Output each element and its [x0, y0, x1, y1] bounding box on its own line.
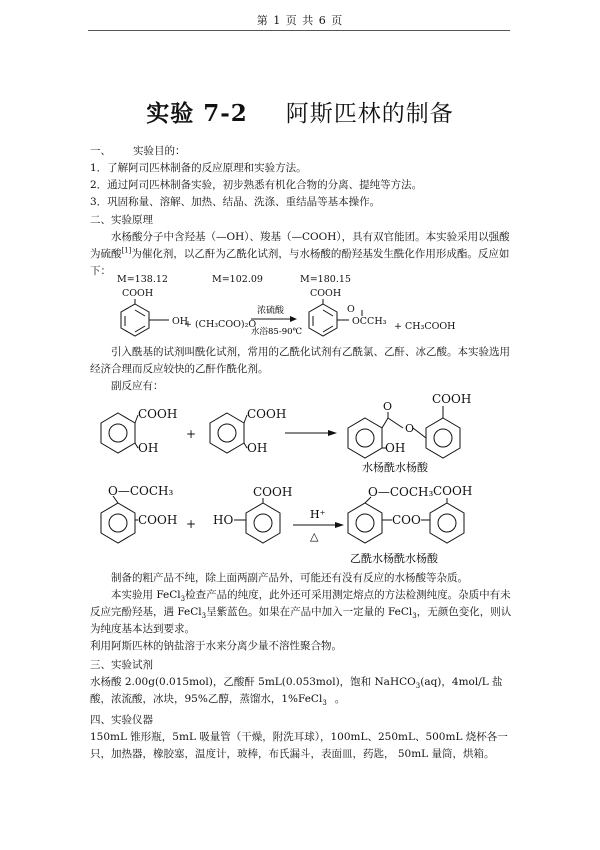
section-heading: 二、实验原理 — [90, 214, 153, 226]
subscript: 3 — [201, 612, 207, 621]
section-heading: 三、实验试剂 — [90, 659, 153, 671]
hydroxyl-label: OH — [385, 441, 406, 455]
purity-paragraphs — [90, 570, 512, 655]
text-run: ，无颜色变化，则认为纯度基本达到要求。 — [90, 606, 512, 635]
carboxyl-label: COOH — [433, 484, 473, 498]
text-run: 水杨酸 2.00g(0.015mol)，乙酸酐 5mL(0.053mol)，饱和 NaHCO — [90, 676, 416, 688]
side-reaction-2 — [85, 480, 515, 570]
carboxyl-label: COOH — [138, 513, 178, 527]
mass-label: M=102.09 — [212, 274, 263, 285]
acetic-acid-label: + CH₃COOH — [394, 321, 456, 332]
ester-group-label: OCCH₃ — [352, 316, 387, 327]
acylation-paragraph-block — [90, 344, 512, 395]
side-reaction-heading: 副反应有： — [111, 380, 164, 392]
experiment-code: 实验 7-2 — [146, 100, 248, 127]
text-run: 为催化剂，以乙酐为乙酰化试剂，与水杨酸的酚羟基发生酰化作用形成酯。反应如下： — [90, 248, 510, 277]
acetoxy-label: O—COCH₃ — [108, 484, 174, 498]
product-label: 乙酰水杨酰水杨酸 — [350, 552, 438, 565]
reagents-paragraph — [90, 674, 512, 708]
section-principle — [90, 212, 512, 280]
ester-linkage-label: COO — [392, 513, 421, 527]
mass-label: M=180.15 — [300, 274, 351, 285]
acylation-paragraph: 引入酰基的试剂叫酰化试剂，常用的乙酰化试剂有乙酰氯、乙酐、冰乙酸。本实验选用经济合理而反应较快的乙酐作酰化剂。 — [90, 346, 510, 375]
heading-text: 实验目的： — [133, 145, 186, 157]
plus-sign: + — [186, 517, 197, 531]
catalyst-label: H⁺ — [310, 508, 326, 521]
heading-number: 一、 — [90, 145, 111, 157]
benzene-ring-icon — [348, 497, 392, 543]
text-run: 本实验用 FeCl — [111, 589, 181, 601]
hydroxy-label: HO — [213, 513, 234, 527]
subscript: 3 — [415, 682, 421, 691]
benzene-ring-icon — [210, 413, 247, 453]
hydroxyl-label: OH — [247, 441, 268, 455]
benzene-ring-icon — [234, 498, 280, 543]
subscript: 3 — [322, 699, 327, 708]
main-reaction-scheme — [85, 272, 515, 350]
carboxyl-label: COOH — [310, 288, 342, 299]
benzene-ring-icon — [413, 406, 460, 458]
carboxyl-label: COOH — [432, 392, 472, 406]
header-rule — [88, 30, 510, 31]
ester-o-label: O — [405, 422, 415, 435]
benzene-ring-icon — [101, 496, 138, 543]
heat-symbol: △ — [310, 530, 319, 543]
side-reaction-1 — [85, 390, 515, 475]
benzene-ring-icon — [421, 498, 464, 543]
reaction-arrow — [251, 316, 297, 322]
product-label: 水杨酰水杨酸 — [362, 461, 428, 474]
carboxyl-label: COOH — [122, 288, 154, 299]
condition-label: 水浴85-90℃ — [251, 327, 303, 337]
page-number-header: 第 1 页 共 6 页 — [256, 14, 344, 27]
section-apparatus — [90, 712, 512, 763]
section-heading: 四、实验仪器 — [90, 714, 153, 726]
hydroxyl-label: OH — [138, 441, 159, 455]
section-reagents — [90, 657, 512, 708]
experiment-name: 阿斯匹林的制备 — [285, 101, 454, 127]
objective-item: 3．巩固称量、溶解、加热、结晶、洗涤、重结晶等基本操作。 — [90, 196, 381, 208]
text-run: 水杨酸分子中含羟基（—OH）、羧基（—COOH），具有双官能团。本实验采用以强酸为硫酸 — [90, 231, 510, 260]
section-heading — [90, 143, 512, 160]
carboxyl-label: COOH — [253, 485, 293, 499]
anhydride-label: + (CH₃COO)₂O — [184, 319, 257, 330]
hydroxyl-label: OH — [172, 316, 189, 327]
subscript: 3 — [180, 595, 186, 604]
fecl3-paragraph — [90, 587, 512, 638]
benzene-ring-icon — [121, 299, 169, 336]
acetoxy-label: O—COCH₃ — [368, 485, 434, 499]
objective-item: 2．通过阿司匹林制备实验，初步熟悉有机化合物的分离、提纯等方法。 — [90, 179, 423, 191]
text-run: (aq)，4mol/L 盐酸，浓流酸，冰块，95%乙醇，蒸馏水，1%FeCl — [90, 676, 503, 705]
carboxyl-label: COOH — [138, 407, 178, 421]
mass-label: M=138.12 — [117, 274, 168, 285]
plus-sign: + — [186, 427, 197, 441]
text-run: 呈紫蓝色。如果在产品中加入一定量的 FeCl — [206, 606, 413, 618]
apparatus-paragraph: 150mL 锥形瓶，5mL 吸量管（干燥，附洗耳球），100mL、250mL、500mL 烧杯各一只，加热器，橡胶塞，温度计，玻棒，布氏漏斗，表面皿，药匙， 50mL 量筒，烘箱。 — [90, 731, 508, 760]
ester-o-label: O — [347, 304, 355, 315]
impurity-paragraph: 制备的粗产品不纯，除上面两副产品外，可能还有没有反应的水杨酸等杂质。 — [111, 572, 468, 584]
benzene-ring-icon — [101, 413, 138, 453]
text-run: 检查产品的纯度，此外还可采用测定熔点的方法检测纯度。杂质中有未反应完酚羟基，遇 FeCl — [90, 589, 511, 618]
reference-mark: [1] — [121, 246, 132, 255]
ester-o-label: O — [383, 400, 393, 413]
subscript: 3 — [412, 612, 417, 621]
catalyst-label: 浓硫酸 — [257, 306, 285, 316]
carboxyl-label: COOH — [247, 407, 287, 421]
objective-item: 1．了解阿司匹林制备的反应原理和实验方法。 — [90, 162, 307, 174]
text-run: 。 — [334, 693, 346, 705]
page-title — [0, 95, 600, 128]
section-objectives — [90, 143, 512, 211]
sodium-salt-paragraph: 利用阿斯匹林的钠盐溶于水来分离少量不溶性聚合物。 — [90, 640, 342, 652]
